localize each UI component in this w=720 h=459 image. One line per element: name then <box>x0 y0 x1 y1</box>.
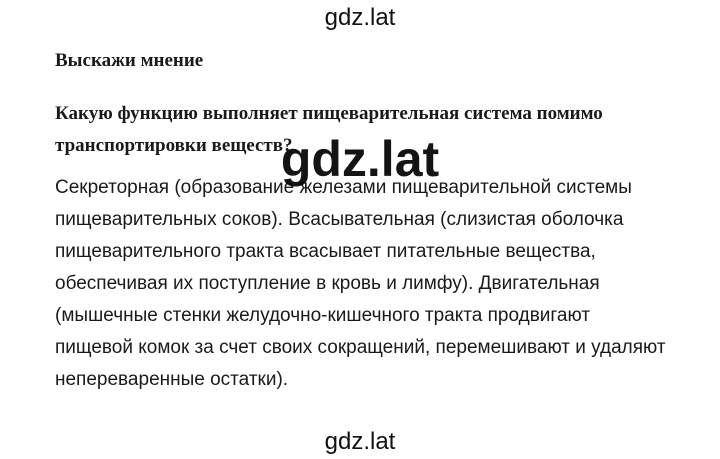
answer-text <box>55 172 715 396</box>
answer-line: (мышечные стенки желудочно-кишечного тракта продвигают <box>55 305 591 326</box>
question-line: Какую функцию выполняет пищеварительная система помимо <box>55 103 603 124</box>
question-line: транспортировки веществ? <box>55 135 293 156</box>
question-text <box>55 98 695 162</box>
watermark-center: gdz.lat <box>280 131 440 187</box>
answer-line: обеспечивая их поступление в кровь и лимфу). Двигательная <box>55 273 600 294</box>
answer-line: Секреторная (образование железами пищеварительной системы <box>55 177 632 198</box>
answer-line: пищеварительных соков). Всасывательная (слизистая оболочка <box>55 209 624 230</box>
watermark-bottom: gdz.lat <box>324 428 396 455</box>
answer-line: пищеварительного тракта всасывает питательные вещества, <box>55 241 596 262</box>
answer-line: непереваренные остатки). <box>55 369 289 390</box>
answer-line: пищевой комок за счет своих сокращений, перемешивают и удаляют <box>55 337 666 358</box>
watermark-top: gdz.lat <box>324 4 396 31</box>
section-heading: Выскажи мнение <box>55 50 204 71</box>
